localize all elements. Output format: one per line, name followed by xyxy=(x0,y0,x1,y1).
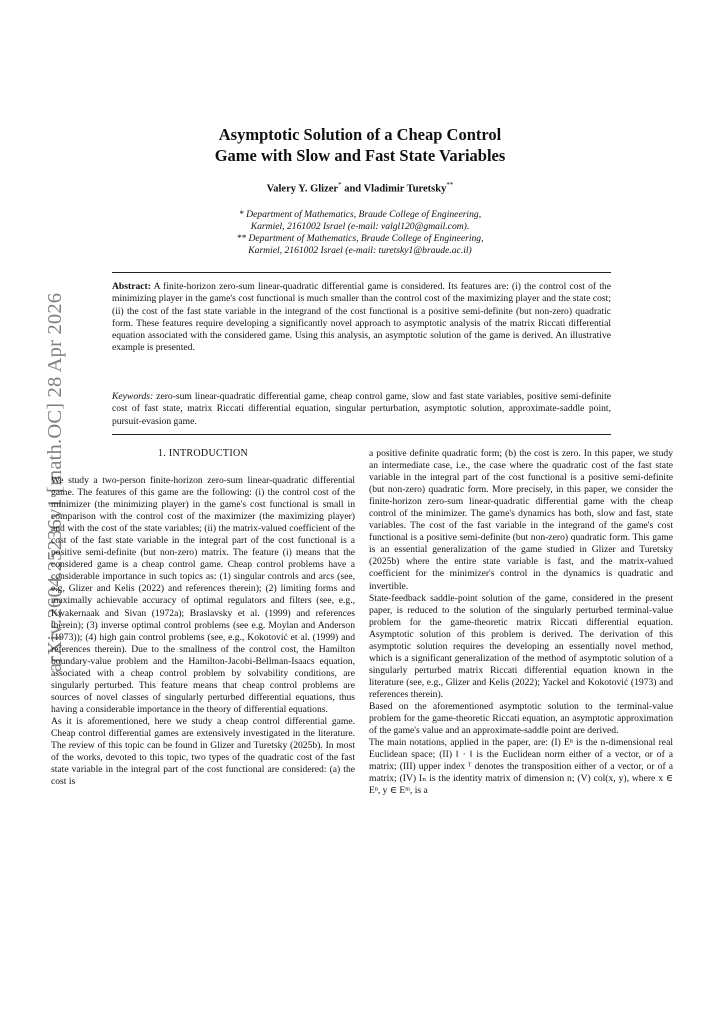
abstract-label: Abstract: xyxy=(112,281,151,292)
abstract-text: A finite-horizon zero-sum linear-quadratic differential game is considered. Its features are: (i) the control cost of the minimizing player in the game's cost functional is much smaller than the control cost of the maximizing player and the state cost; (ii) the cost of the fast state variable in the integrand of the cost functional is a positive semi-definite (but non-zero) quadratic form. These features require developing a significantly novel approach to asymptotic analysis of the matrix Riccati differential equation associated with the considered game. Using this analysis, an asymptotic solution of the game is derived. An illustrative example is presented. xyxy=(112,281,611,354)
paper-title xyxy=(120,124,600,166)
author-joiner: and xyxy=(341,183,364,195)
title-line-1: Asymptotic Solution of a Cheap Control xyxy=(218,125,502,144)
right-paragraph-1: a positive definite quadratic form; (b) the cost is zero. In this paper, we study an intermediate case, i.e., the case where the quadratic cost of the fast state variable in the integral part of the cost functional is a positive semi-definite (but non-zero) quadratic form. More precisely, in this paper, we consider the finite-horizon zero-sum linear-quadratic differential game with the cheap control of the minimizer. The game's dynamics has both, slow and fast, state variables. The cost of the fast variable in the integrand of the game's cost functional is a positive semi-definite (but non-zero) quadratic form. This game is an essential generalization of the game studied in Glizer and Turetsky (2025b) where the entire state variable is fast, and the matrix-valued coefficient for the minimizer's control in the dynamics is quadratic and invertible. xyxy=(369,448,673,592)
author-1-mark: * xyxy=(338,181,342,189)
author-2: Vladimir Turetsky xyxy=(363,183,447,195)
arxiv-identifier: arXiv:2604.25236v1 [math.OC] 28 Apr 2026 xyxy=(44,292,66,672)
left-paragraph-1: We study a two-person finite-horizon zero-sum linear-quadratic differential game. The features of this game are the following: (i) the control cost of the minimizer (the minimizing player) in the game's cost functional is small in comparison with the control cost of the maximizer (the maximizing player) and with the cost of the state variables; (ii) the matrix-valued coefficient of the cost of the fast state variable in the integral part of the cost functional is a positive semi-definite (but non-zero) matrix. The feature (i) means that the considered game is a cheap control game. Cheap control problems have a considerable importance in such topics as: (1) singular controls and arcs (see, e.g, Glizer and Kelis (2022) and references therein); (2) limiting forms and maximally achievable accuracy of optimal regulators and filters (see, e.g., Kwakernaak and Sivan (1972a); Braslavsky et al. (1999) and references therein); (3) inverse optimal control problems (see e.g. Moylan and Anderson (1973)); (4) high gain control problems (see, e.g., Kokotović et al. (1999) and references therein). Due to the smallness of the control cost, the Hamilton boundary-value problem and the Hamilton-Jacobi-Bellman-Isaacs equation, associated with a cheap control problem by solvability conditions, are singularly perturbed. This feature means that cheap control problems are sources of novel classes of singularly perturbed differential equations, thus having a considerable importance in the theory of differential equations. xyxy=(51,475,355,715)
abstract xyxy=(112,281,611,355)
left-paragraph-2: As it is aforementioned, here we study a cheap control differential game. Cheap control differential games are extensively investigated in the literature. The review of this topic can be found in Glizer and Turetsky (2025b). In most of the works, devoted to this topic, two types of the quadratic cost of the fast state variable in the integral part of the cost functional are considered: (a) the cost is xyxy=(51,715,355,788)
keywords xyxy=(112,391,611,428)
affiliations xyxy=(120,209,600,257)
right-column xyxy=(369,448,673,797)
arxiv-identifier-sidebar xyxy=(10,0,66,1019)
keywords-label: Keywords: xyxy=(112,391,154,402)
keywords-bottom-rule xyxy=(112,434,611,435)
affiliation-2-line-1: ** Department of Mathematics, Braude College of Engineering, xyxy=(236,233,484,244)
keywords-text: zero-sum linear-quadratic differential game, cheap control game, slow and fast state variables, positive semi-definite cost of fast state, matrix Riccati differential equation, singular perturbation, asymptotic solution, approximate-saddle point, pursuit-evasion game. xyxy=(112,391,611,427)
right-paragraph-2: State-feedback saddle-point solution of the game, considered in the present paper, is reduced to the solution of the singularly perturbed terminal-value problem for the game-theoretic matrix Riccati differential equation. Asymptotic solution of this problem is derived. The derivation of this asymptotic solution requires the developing an essentially novel method, which is a significant generalization of the method of asymptotic solution of a singularly perturbed matrix Riccati differential equation known in the literature (see, e.g., Glizer and Kelis (2022); Yackel and Kokotović (1973) and references therein). xyxy=(369,592,673,700)
affiliation-1-line-2: Karmiel, 2161002 Israel (e-mail: valgl120@gmail.com). xyxy=(250,221,470,232)
abstract-top-rule xyxy=(112,272,611,273)
authors xyxy=(120,181,600,195)
affiliation-2-line-2: Karmiel, 2161002 Israel (e-mail: turetsky1@braude.ac.il) xyxy=(248,245,472,256)
author-1: Valery Y. Glizer xyxy=(266,183,339,195)
right-paragraph-4: The main notations, applied in the paper, are: (I) Eⁿ is the n-dimensional real Euclidean space; (II) ‖ · ‖ is the Euclidean norm either of a vector, or of a matrix; (III) upper index ᵀ denotes the transposition either of a vector, or of a matrix; (IV) Iₙ is the identity matrix of dimension n; (V) col(x, y), where x ∈ Eⁿ, y ∈ Eᵐ, is a xyxy=(369,737,673,797)
right-paragraph-3: Based on the aforementioned asymptotic solution to the terminal-value problem for the game-theoretic Riccati equation, an asymptotic approximation of the game's value and an approximate-saddle point are derived. xyxy=(369,700,673,737)
title-line-2: Game with Slow and Fast State Variables xyxy=(214,146,506,165)
section-heading-introduction: 1. INTRODUCTION xyxy=(157,448,249,459)
left-column xyxy=(51,475,355,788)
author-2-mark: ** xyxy=(446,181,454,189)
affiliation-1-line-1: * Department of Mathematics, Braude College of Engineering, xyxy=(238,209,482,220)
